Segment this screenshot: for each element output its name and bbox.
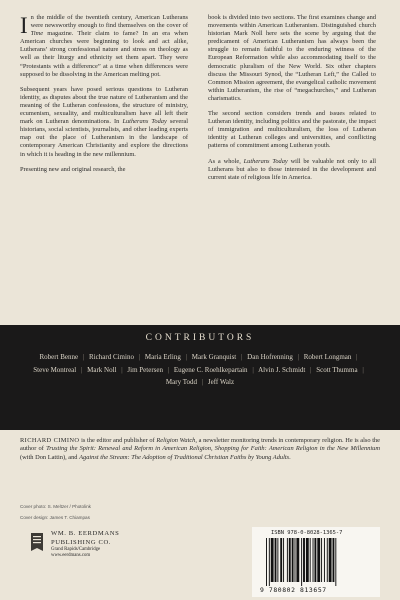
- bio-italic-title: Against the Stream: The Adoption of Traditional Christian Faiths by Young Adults: [79, 453, 290, 461]
- contributor-separator: |: [297, 353, 300, 361]
- bio-text: is the editor and publisher of: [79, 437, 157, 444]
- contributor-separator: |: [310, 365, 312, 374]
- contributor-separator: |: [252, 365, 254, 374]
- contributor-separator: |: [167, 365, 170, 374]
- contributor-name: Scott Thumma: [316, 365, 358, 374]
- description-text: will be valuable not only to all Lutherans but also to those interested in the development and current state of religious life in America.: [208, 157, 376, 181]
- contributor-name: Richard Cimino: [89, 353, 134, 361]
- contributor-separator: |: [138, 353, 141, 361]
- isbn-label: ISBN 978-0-8028-1365-7: [271, 530, 343, 536]
- contributor-name: Mary Todd: [165, 378, 197, 387]
- contributor-separator: |: [362, 365, 364, 374]
- description-right-column: [208, 14, 376, 189]
- left-paragraph-1: [20, 14, 188, 79]
- contributor-separator: |: [356, 353, 358, 361]
- description-italic-title: Lutherans Today: [122, 118, 167, 126]
- description-text: Subsequent years have posed serious questions to Lutheran identity, as disputes about the true nature of Lutheranism and the meaning of the Lutheran confessions, the structure of ministry, ecumenism, sexuality, and multiculturalism have all left their mark on Lutheran denominations. In: [20, 85, 188, 126]
- contributor-separator: |: [82, 353, 85, 361]
- description-text: magazine. Their claim to fame? In an era when American churches were beginning to look and act alike, Lutherans’ strong confessional nature and stress on theology as well as their liturgy and ethnicity set them apart. They were “Protestants with a difference” at a time when differences were supposed to be dissolving in the American melting pot.: [20, 30, 188, 78]
- bio-text: (with Don Lattin), and: [20, 453, 80, 461]
- description-left-column: [20, 14, 188, 181]
- description-text: several historians, social scientists, journalists, and other leading experts map out the place of Lutheranism in the landscape of contemporary American Christianity and explore the directions in which it is heading in the new millennium.: [20, 118, 188, 158]
- bio-text: , a newsletter monitoring trends in contemporary religion. He is also the author of: [20, 437, 380, 453]
- contributor-separator: |: [241, 353, 243, 361]
- publisher-url: www.eerdmans.com: [51, 553, 91, 559]
- left-paragraph-2: [20, 86, 188, 159]
- right-paragraph-3: [208, 158, 376, 182]
- description-text: As a whole,: [208, 157, 244, 165]
- description-italic-title: Time: [30, 30, 44, 38]
- contributors-band: [0, 325, 400, 430]
- left-paragraph-3: [20, 166, 188, 174]
- publisher-address: Grand Rapids/Cambridge: [51, 547, 101, 553]
- contributor-separator: |: [185, 353, 187, 361]
- bio-text: .: [289, 453, 291, 461]
- description-text: n the middle of the twentieth century, American Lutherans were newsworthy enough to find themselves on the cover of: [30, 14, 188, 30]
- description-italic-title: Lutherans Today: [243, 157, 288, 165]
- contributor-separator: |: [201, 378, 204, 387]
- barcode-number: 9 780802 813657: [260, 586, 327, 594]
- contributor-name: Jim Petersen: [127, 365, 163, 374]
- description-text: book is divided into two sections. The first examines change and movements within American Lutheranism. Distinguished church historian Mark Noll here sets the scene by arguing that the predicament of American Lutheranism has always been the struggle to remain faithful to the enduring witness of the European Reformation while also accommodating itself to the democratic pluralism of the New World. Six other chapters discuss the Missouri Synod, the “Lutheran Left,” the Called to Common Mission agreement, the evangelical catholic movement within Lutheranism, the rise of “megachurches,” and Lutheran charismatics.: [208, 14, 376, 102]
- contributor-separator: |: [80, 365, 83, 374]
- contributor-name: Robert Longman: [303, 353, 352, 361]
- bio-text: ,: [210, 445, 215, 453]
- cover-credits: [20, 502, 91, 523]
- barcode-bars-icon: [264, 538, 374, 586]
- barcode-box: [252, 527, 380, 597]
- author-bio: [20, 437, 380, 462]
- cover-photo-credit: Cover photo: S. Meltzer / Photolink: [20, 504, 91, 509]
- description-text: Presenting new and original research, the: [20, 165, 126, 173]
- contributor-name: Jeff Walz: [207, 378, 235, 387]
- right-paragraph-1: [208, 14, 376, 103]
- bio-italic-title: Trusting the Spirit: Renewal and Reform in American Religion: [46, 445, 211, 453]
- contributor-name: Steve Montreal: [33, 365, 77, 374]
- contributor-name: Mark Noll: [87, 365, 117, 374]
- author-name: RICHARD CIMINO: [20, 437, 80, 444]
- publisher-name-line1: WM. B. EERDMANS: [51, 530, 120, 537]
- bio-italic-title: Religion Watch: [156, 437, 196, 444]
- publisher-logo-icon: [29, 531, 45, 553]
- publisher-name-line2: PUBLISHING CO.: [51, 538, 112, 546]
- contributor-separator: |: [121, 365, 123, 374]
- description-text: The second section considers trends and issues related to Lutheran identity, including politics and the pastorate, the impact of immigration and multiculturalism, the loss of Lutheran identity at Lutheran colleges and universities, and conflicting patterns of commitment among Lutheran youth.: [208, 110, 376, 150]
- cover-design-credit: Cover design: James T. Chiampas: [20, 514, 90, 520]
- contributor-name: Dan Hofrenning: [247, 353, 293, 361]
- publisher-info: [51, 530, 119, 559]
- contributor-name: Alvin J. Schmidt: [258, 365, 306, 374]
- contributor-name: Mark Granquist: [191, 353, 237, 361]
- drop-cap: I: [20, 13, 28, 38]
- contributor-name: Eugene C. Roehlkepartain: [173, 365, 248, 374]
- contributor-name: Maria Erling: [144, 353, 181, 361]
- bio-italic-title: Shopping for Faith: American Religion in the New Millennium: [214, 445, 380, 453]
- contributors-list: [24, 351, 376, 389]
- contributors-heading: CONTRIBUTORS: [145, 333, 255, 343]
- right-paragraph-2: [208, 110, 376, 150]
- bottom-section: [0, 430, 400, 600]
- contributor-name: Robert Benne: [39, 353, 79, 361]
